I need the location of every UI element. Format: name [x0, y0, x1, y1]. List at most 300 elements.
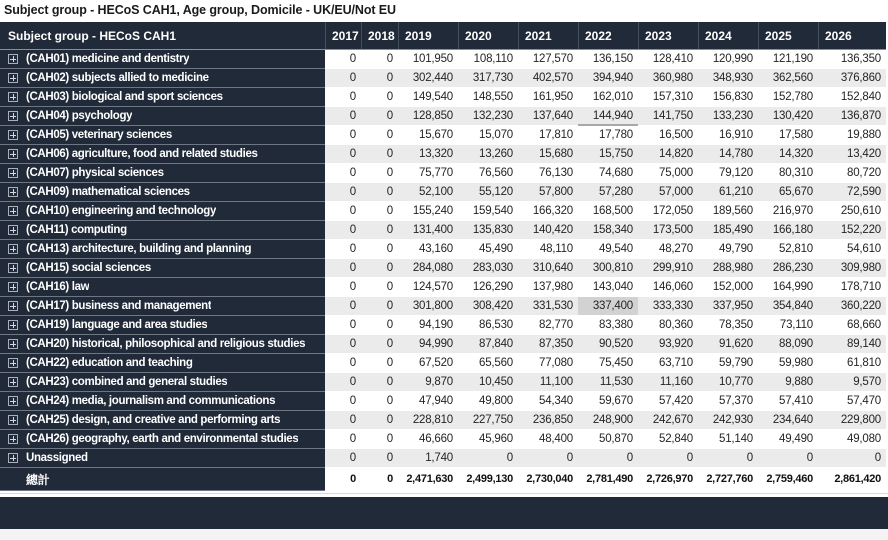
data-cell[interactable]: 47,940: [398, 392, 458, 411]
data-cell[interactable]: 0: [325, 297, 361, 316]
row-header[interactable]: [0, 69, 325, 88]
expand-icon[interactable]: [8, 282, 18, 292]
data-cell[interactable]: 126,290: [458, 278, 518, 297]
data-cell[interactable]: 67,520: [398, 354, 458, 373]
data-cell[interactable]: 0: [361, 411, 398, 430]
data-cell[interactable]: 15,750: [578, 145, 638, 164]
data-cell[interactable]: 136,870: [818, 107, 886, 126]
data-cell[interactable]: 250,610: [818, 202, 886, 221]
data-cell[interactable]: 286,230: [758, 259, 818, 278]
data-cell[interactable]: 1,740: [398, 449, 458, 468]
data-cell[interactable]: 101,950: [398, 50, 458, 69]
data-cell[interactable]: 48,270: [638, 240, 698, 259]
expand-icon[interactable]: [8, 92, 18, 102]
data-cell[interactable]: 59,790: [698, 354, 758, 373]
data-cell[interactable]: 93,920: [638, 335, 698, 354]
data-cell[interactable]: 0: [325, 107, 361, 126]
data-cell[interactable]: 0: [818, 449, 886, 468]
row-label: (CAH26) geography, earth and environmental studies: [26, 433, 299, 445]
data-cell[interactable]: 301,800: [398, 297, 458, 316]
column-header-2024[interactable]: 2024: [698, 22, 758, 49]
data-cell[interactable]: 309,980: [818, 259, 886, 278]
expand-icon[interactable]: [8, 434, 18, 444]
total-cell[interactable]: 2,727,760: [698, 468, 758, 491]
data-cell[interactable]: 136,350: [818, 50, 886, 69]
data-cell[interactable]: 0: [361, 69, 398, 88]
expand-icon[interactable]: [8, 111, 18, 121]
data-cell[interactable]: 55,120: [458, 183, 518, 202]
total-cell[interactable]: 0: [361, 468, 398, 491]
data-cell[interactable]: 57,420: [638, 392, 698, 411]
data-cell[interactable]: 302,440: [398, 69, 458, 88]
data-cell[interactable]: 216,970: [758, 202, 818, 221]
row-header[interactable]: [0, 183, 325, 202]
data-cell[interactable]: 57,470: [818, 392, 886, 411]
row-header[interactable]: [0, 335, 325, 354]
row-header[interactable]: [0, 145, 325, 164]
data-cell[interactable]: 0: [325, 50, 361, 69]
data-cell[interactable]: 0: [361, 145, 398, 164]
data-cell[interactable]: 0: [638, 449, 698, 468]
data-cell[interactable]: 0: [698, 449, 758, 468]
row-header[interactable]: [0, 50, 325, 69]
data-cell[interactable]: 376,860: [818, 69, 886, 88]
row-header[interactable]: [0, 449, 325, 468]
data-cell[interactable]: 80,720: [818, 164, 886, 183]
row-header[interactable]: [0, 392, 325, 411]
data-cell[interactable]: 141,750: [638, 107, 698, 126]
column-header-2025[interactable]: 2025: [758, 22, 818, 49]
data-cell[interactable]: 156,830: [698, 88, 758, 107]
expand-icon[interactable]: [8, 453, 18, 463]
total-cell[interactable]: 2,730,040: [518, 468, 578, 491]
expand-icon[interactable]: [8, 263, 18, 273]
data-cell[interactable]: 0: [361, 259, 398, 278]
data-cell[interactable]: 0: [361, 164, 398, 183]
row-header[interactable]: [0, 354, 325, 373]
data-cell[interactable]: 48,400: [518, 430, 578, 449]
column-header-2019[interactable]: 2019: [398, 22, 458, 49]
data-cell[interactable]: 13,260: [458, 145, 518, 164]
data-cell[interactable]: 337,400: [578, 297, 638, 316]
data-cell[interactable]: 48,110: [518, 240, 578, 259]
expand-icon[interactable]: [8, 415, 18, 425]
data-cell[interactable]: 0: [361, 107, 398, 126]
data-cell[interactable]: 140,420: [518, 221, 578, 240]
data-cell[interactable]: 52,810: [758, 240, 818, 259]
data-cell[interactable]: 9,870: [398, 373, 458, 392]
row-label: (CAH10) engineering and technology: [26, 205, 217, 217]
data-cell[interactable]: 75,000: [638, 164, 698, 183]
data-cell[interactable]: 0: [325, 145, 361, 164]
data-cell[interactable]: 0: [361, 126, 398, 145]
data-cell[interactable]: 45,960: [458, 430, 518, 449]
data-cell[interactable]: 172,050: [638, 202, 698, 221]
data-cell[interactable]: 45,490: [458, 240, 518, 259]
data-cell[interactable]: 149,540: [398, 88, 458, 107]
data-cell[interactable]: 17,780: [578, 126, 638, 145]
data-cell[interactable]: 16,500: [638, 126, 698, 145]
data-cell[interactable]: 299,910: [638, 259, 698, 278]
data-cell[interactable]: 228,810: [398, 411, 458, 430]
data-cell[interactable]: 0: [325, 373, 361, 392]
row-header[interactable]: [0, 430, 325, 449]
row-header[interactable]: [0, 221, 325, 240]
data-cell[interactable]: 229,800: [818, 411, 886, 430]
row-label: (CAH20) historical, philosophical and religious studies: [26, 338, 306, 350]
data-cell[interactable]: 0: [758, 449, 818, 468]
row-header[interactable]: [0, 107, 325, 126]
data-cell[interactable]: 57,800: [518, 183, 578, 202]
data-cell[interactable]: 189,560: [698, 202, 758, 221]
expand-icon[interactable]: [8, 358, 18, 368]
data-cell[interactable]: 88,090: [758, 335, 818, 354]
data-cell[interactable]: 73,110: [758, 316, 818, 335]
data-cell[interactable]: 121,190: [758, 50, 818, 69]
row-header[interactable]: [0, 202, 325, 221]
data-cell[interactable]: 14,320: [758, 145, 818, 164]
data-cell[interactable]: 0: [361, 183, 398, 202]
data-cell[interactable]: 0: [325, 240, 361, 259]
data-cell[interactable]: 0: [361, 354, 398, 373]
data-cell[interactable]: 152,220: [818, 221, 886, 240]
column-header-2020[interactable]: 2020: [458, 22, 518, 49]
data-cell[interactable]: 80,310: [758, 164, 818, 183]
row-label: (CAH06) agriculture, food and related studies: [26, 148, 258, 160]
data-cell[interactable]: 152,780: [758, 88, 818, 107]
data-cell[interactable]: 76,560: [458, 164, 518, 183]
data-cell[interactable]: 80,360: [638, 316, 698, 335]
data-cell[interactable]: 166,180: [758, 221, 818, 240]
row-header[interactable]: [0, 297, 325, 316]
row-header[interactable]: [0, 259, 325, 278]
data-cell[interactable]: 337,950: [698, 297, 758, 316]
data-cell[interactable]: 227,750: [458, 411, 518, 430]
data-cell[interactable]: 75,770: [398, 164, 458, 183]
data-cell[interactable]: 135,830: [458, 221, 518, 240]
data-cell[interactable]: 57,370: [698, 392, 758, 411]
data-cell[interactable]: 0: [325, 278, 361, 297]
data-cell[interactable]: 65,560: [458, 354, 518, 373]
data-cell[interactable]: 14,780: [698, 145, 758, 164]
row-label: (CAH22) education and teaching: [26, 357, 193, 369]
table-row: [0, 449, 886, 468]
data-cell[interactable]: 159,540: [458, 202, 518, 221]
data-cell[interactable]: 54,610: [818, 240, 886, 259]
expand-icon[interactable]: [8, 377, 18, 387]
data-cell[interactable]: 0: [325, 69, 361, 88]
expand-icon[interactable]: [8, 54, 18, 64]
data-cell[interactable]: 360,980: [638, 69, 698, 88]
expand-icon[interactable]: [8, 149, 18, 159]
data-cell[interactable]: 128,850: [398, 107, 458, 126]
data-cell[interactable]: 9,570: [818, 373, 886, 392]
data-cell[interactable]: 0: [325, 202, 361, 221]
data-cell[interactable]: 59,980: [758, 354, 818, 373]
data-cell[interactable]: 0: [361, 221, 398, 240]
row-label: (CAH24) media, journalism and communications: [26, 395, 276, 407]
column-header-subject-group[interactable]: Subject group - HECoS CAH1: [8, 28, 177, 43]
data-cell[interactable]: 50,870: [578, 430, 638, 449]
data-cell[interactable]: 310,640: [518, 259, 578, 278]
data-cell[interactable]: 13,320: [398, 145, 458, 164]
data-cell[interactable]: 360,220: [818, 297, 886, 316]
data-cell[interactable]: 87,840: [458, 335, 518, 354]
expand-icon[interactable]: [8, 168, 18, 178]
data-cell[interactable]: 0: [361, 88, 398, 107]
data-cell[interactable]: 57,410: [758, 392, 818, 411]
row-header[interactable]: [0, 164, 325, 183]
data-cell[interactable]: 52,840: [638, 430, 698, 449]
data-cell[interactable]: 178,710: [818, 278, 886, 297]
data-cell[interactable]: 72,590: [818, 183, 886, 202]
data-cell[interactable]: 43,160: [398, 240, 458, 259]
row-header[interactable]: [0, 316, 325, 335]
data-cell[interactable]: 9,880: [758, 373, 818, 392]
table-row: [0, 126, 886, 145]
data-cell[interactable]: 166,320: [518, 202, 578, 221]
expand-icon[interactable]: [8, 301, 18, 311]
data-cell[interactable]: 354,840: [758, 297, 818, 316]
data-cell[interactable]: 185,490: [698, 221, 758, 240]
data-cell[interactable]: 0: [325, 126, 361, 145]
data-cell[interactable]: 15,680: [518, 145, 578, 164]
data-cell[interactable]: 0: [325, 164, 361, 183]
data-cell[interactable]: 83,380: [578, 316, 638, 335]
data-cell[interactable]: 394,940: [578, 69, 638, 88]
data-cell[interactable]: 300,810: [578, 259, 638, 278]
data-cell[interactable]: 57,000: [638, 183, 698, 202]
data-cell[interactable]: 0: [361, 335, 398, 354]
data-cell[interactable]: 152,000: [698, 278, 758, 297]
data-cell[interactable]: 65,670: [758, 183, 818, 202]
data-cell[interactable]: 236,850: [518, 411, 578, 430]
table-row: [0, 373, 886, 392]
data-cell[interactable]: 0: [325, 183, 361, 202]
data-cell[interactable]: 10,450: [458, 373, 518, 392]
matrix-body: [0, 50, 886, 491]
data-cell[interactable]: 11,530: [578, 373, 638, 392]
data-cell[interactable]: 146,060: [638, 278, 698, 297]
data-cell[interactable]: 68,660: [818, 316, 886, 335]
total-cell[interactable]: 2,759,460: [758, 468, 818, 491]
data-cell[interactable]: 157,310: [638, 88, 698, 107]
data-cell[interactable]: 131,400: [398, 221, 458, 240]
data-cell[interactable]: 158,340: [578, 221, 638, 240]
total-cell[interactable]: 2,499,130: [458, 468, 518, 491]
total-cell[interactable]: 0: [325, 468, 361, 491]
data-cell[interactable]: 0: [361, 278, 398, 297]
total-cell[interactable]: 2,726,970: [638, 468, 698, 491]
data-cell[interactable]: 46,660: [398, 430, 458, 449]
data-cell[interactable]: 130,420: [758, 107, 818, 126]
data-cell[interactable]: 136,150: [578, 50, 638, 69]
data-cell[interactable]: 90,520: [578, 335, 638, 354]
data-cell[interactable]: 0: [325, 411, 361, 430]
expand-icon[interactable]: [8, 339, 18, 349]
row-header[interactable]: [0, 373, 325, 392]
data-cell[interactable]: 79,120: [698, 164, 758, 183]
data-cell[interactable]: 0: [361, 202, 398, 221]
data-cell[interactable]: 49,490: [758, 430, 818, 449]
data-cell[interactable]: 19,880: [818, 126, 886, 145]
data-cell[interactable]: 242,930: [698, 411, 758, 430]
data-cell[interactable]: 49,790: [698, 240, 758, 259]
row-label: (CAH25) design, and creative and performing arts: [26, 414, 281, 426]
data-cell[interactable]: 10,770: [698, 373, 758, 392]
column-header-2023[interactable]: 2023: [638, 22, 698, 49]
data-cell[interactable]: 283,030: [458, 259, 518, 278]
data-cell[interactable]: 0: [361, 50, 398, 69]
data-cell[interactable]: 124,570: [398, 278, 458, 297]
data-cell[interactable]: 16,910: [698, 126, 758, 145]
data-cell[interactable]: 51,140: [698, 430, 758, 449]
data-cell[interactable]: 49,540: [578, 240, 638, 259]
data-cell[interactable]: 164,990: [758, 278, 818, 297]
expand-icon[interactable]: [8, 244, 18, 254]
data-cell[interactable]: 0: [361, 449, 398, 468]
data-cell[interactable]: 57,280: [578, 183, 638, 202]
data-cell[interactable]: 148,550: [458, 88, 518, 107]
data-cell[interactable]: 362,560: [758, 69, 818, 88]
data-cell[interactable]: 0: [325, 392, 361, 411]
data-cell[interactable]: 0: [325, 354, 361, 373]
data-cell[interactable]: 11,100: [518, 373, 578, 392]
total-row-header[interactable]: 總計: [0, 468, 325, 491]
data-cell[interactable]: 14,820: [638, 145, 698, 164]
row-header[interactable]: [0, 240, 325, 259]
data-cell[interactable]: 242,670: [638, 411, 698, 430]
data-cell[interactable]: 0: [325, 88, 361, 107]
data-cell[interactable]: 0: [361, 430, 398, 449]
data-cell[interactable]: 0: [361, 373, 398, 392]
data-cell[interactable]: 63,710: [638, 354, 698, 373]
data-cell[interactable]: 143,040: [578, 278, 638, 297]
data-cell[interactable]: 308,420: [458, 297, 518, 316]
data-cell[interactable]: 155,240: [398, 202, 458, 221]
data-cell[interactable]: 333,330: [638, 297, 698, 316]
data-cell[interactable]: 52,100: [398, 183, 458, 202]
data-cell[interactable]: 87,350: [518, 335, 578, 354]
data-cell[interactable]: 0: [325, 221, 361, 240]
data-cell[interactable]: 0: [361, 297, 398, 316]
data-cell[interactable]: 331,530: [518, 297, 578, 316]
data-cell[interactable]: 152,840: [818, 88, 886, 107]
data-cell[interactable]: 108,110: [458, 50, 518, 69]
row-header[interactable]: [0, 411, 325, 430]
data-cell[interactable]: 288,980: [698, 259, 758, 278]
data-cell[interactable]: 0: [578, 449, 638, 468]
data-cell[interactable]: 13,420: [818, 145, 886, 164]
expand-icon[interactable]: [8, 396, 18, 406]
data-cell[interactable]: 61,810: [818, 354, 886, 373]
data-cell[interactable]: 0: [325, 430, 361, 449]
data-cell[interactable]: 0: [361, 240, 398, 259]
total-cell[interactable]: 2,471,630: [398, 468, 458, 491]
total-cell[interactable]: 2,781,490: [578, 468, 638, 491]
total-cell[interactable]: 2,861,420: [818, 468, 886, 491]
data-cell[interactable]: 173,500: [638, 221, 698, 240]
data-cell[interactable]: 402,570: [518, 69, 578, 88]
data-cell[interactable]: 248,900: [578, 411, 638, 430]
data-cell[interactable]: 0: [518, 449, 578, 468]
data-cell[interactable]: 74,680: [578, 164, 638, 183]
expand-icon[interactable]: [8, 73, 18, 83]
expand-icon[interactable]: [8, 320, 18, 330]
data-cell[interactable]: 94,190: [398, 316, 458, 335]
data-cell[interactable]: 59,670: [578, 392, 638, 411]
data-cell[interactable]: 348,930: [698, 69, 758, 88]
row-label: (CAH01) medicine and dentistry: [26, 53, 190, 65]
data-cell[interactable]: 0: [325, 316, 361, 335]
data-cell[interactable]: 49,080: [818, 430, 886, 449]
data-cell[interactable]: 168,500: [578, 202, 638, 221]
data-cell[interactable]: 89,140: [818, 335, 886, 354]
column-header-2018[interactable]: 2018: [361, 22, 398, 49]
data-cell[interactable]: 317,730: [458, 69, 518, 88]
column-header-2017[interactable]: 2017: [325, 22, 361, 49]
data-cell[interactable]: 75,450: [578, 354, 638, 373]
data-cell[interactable]: 137,980: [518, 278, 578, 297]
expand-icon[interactable]: [8, 206, 18, 216]
data-cell[interactable]: 82,770: [518, 316, 578, 335]
data-cell[interactable]: 127,570: [518, 50, 578, 69]
data-cell[interactable]: 0: [361, 316, 398, 335]
data-cell[interactable]: 162,010: [578, 88, 638, 107]
data-cell[interactable]: 234,640: [758, 411, 818, 430]
expand-icon[interactable]: [8, 187, 18, 197]
row-header[interactable]: [0, 126, 325, 145]
data-cell[interactable]: 15,070: [458, 126, 518, 145]
data-cell[interactable]: 132,230: [458, 107, 518, 126]
data-cell[interactable]: 11,160: [638, 373, 698, 392]
column-header-2022[interactable]: 2022: [578, 22, 638, 49]
column-header-2021[interactable]: 2021: [518, 22, 578, 49]
data-cell[interactable]: 86,530: [458, 316, 518, 335]
data-cell[interactable]: 144,940: [578, 107, 638, 126]
data-cell[interactable]: 128,410: [638, 50, 698, 69]
data-cell[interactable]: 133,230: [698, 107, 758, 126]
data-cell[interactable]: 284,080: [398, 259, 458, 278]
expand-icon[interactable]: [8, 225, 18, 235]
data-cell[interactable]: 0: [325, 259, 361, 278]
data-cell[interactable]: 91,620: [698, 335, 758, 354]
data-cell[interactable]: 15,670: [398, 126, 458, 145]
data-cell[interactable]: 17,580: [758, 126, 818, 145]
data-cell[interactable]: 0: [458, 449, 518, 468]
data-cell[interactable]: 76,130: [518, 164, 578, 183]
row-header[interactable]: [0, 278, 325, 297]
row-label: Unassigned: [26, 452, 88, 464]
data-cell[interactable]: 17,810: [518, 126, 578, 145]
data-cell[interactable]: 0: [325, 335, 361, 354]
data-cell[interactable]: 137,640: [518, 107, 578, 126]
data-cell[interactable]: 161,950: [518, 88, 578, 107]
data-cell[interactable]: 0: [325, 449, 361, 468]
data-cell[interactable]: 78,350: [698, 316, 758, 335]
column-header-2026[interactable]: 2026: [818, 22, 886, 49]
data-cell[interactable]: 120,990: [698, 50, 758, 69]
row-header[interactable]: [0, 88, 325, 107]
data-cell[interactable]: 49,800: [458, 392, 518, 411]
data-cell[interactable]: 77,080: [518, 354, 578, 373]
data-cell[interactable]: 61,210: [698, 183, 758, 202]
data-cell[interactable]: 54,340: [518, 392, 578, 411]
table-row: [0, 202, 886, 221]
data-cell[interactable]: 94,990: [398, 335, 458, 354]
expand-icon[interactable]: [8, 130, 18, 140]
data-cell[interactable]: 0: [361, 392, 398, 411]
